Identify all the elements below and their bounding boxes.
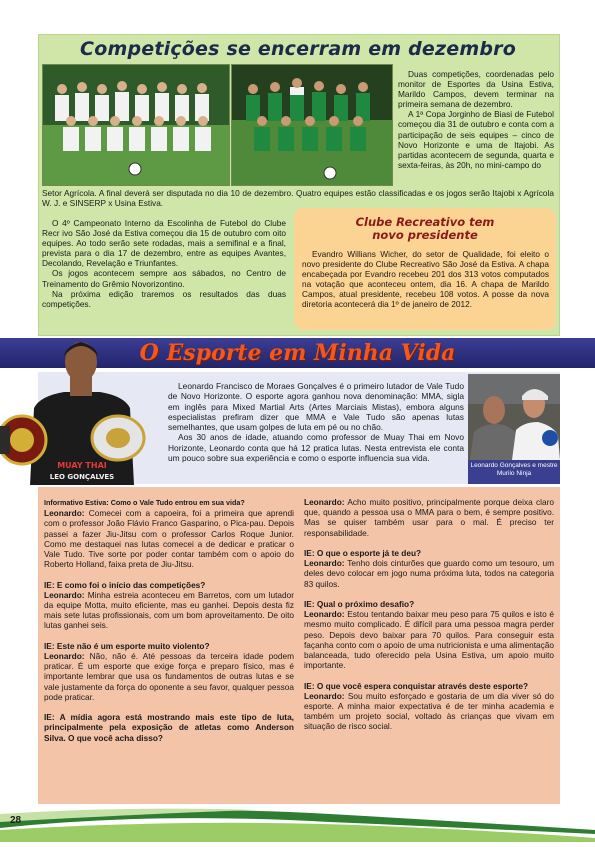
interview-speaker: Leonardo: [44,651,85,662]
interview-block [304,681,554,732]
article-column-right [398,69,554,170]
interview-speaker: IE: [304,680,315,691]
article-paragraph: Duas competições, coordenadas pelo monitor de Esportes da Usina Estiva, Marildo Campos, devem terminar na primeira semana de dezembro. [398,69,554,110]
interview-question: E como foi o início das competições? [54,579,206,590]
interview-block [304,497,554,538]
interview-question: Este não é um esporte muito violento? [54,640,210,651]
interview-speaker: IE: [304,599,315,609]
article-paragraph: A 1ª Copa Jorginho de Biasi de Futebol começou dia 31 de outubro e conta com a participação de seis equipes – cinco de Novo Horizonte e uma de Itajobi. As partidas acontecem de segunda, quarta e sexta-feiras, às 20h, no mini-campo do [398,109,554,170]
interview-column-right [304,497,554,742]
interview-block [44,712,294,743]
interview-speaker: Leonardo: [44,589,85,600]
interview-block [304,548,554,589]
article-paragraph: Na próxima edição traremos os resultados das duas competições. [42,288,286,309]
interview-block [44,641,294,702]
interview-answer: Não, não é. Até pessoas da terceira idade podem praticar. É um esporte que exige força e preparo físico, mas é importante lembrar que usa os fundamentos de outras lutas e se vale justamente da força do oponente a seu favor, qualquer pessoa pode praticar. [44,651,294,702]
interview-speaker: IE: [304,548,315,558]
interview-speaker: Leonardo: [304,497,345,507]
article-paragraph: O 4º Campeonato Interno da Escolinha de Futebol do Clube Recr ivo São José da Estiva começou dia 15 de outubro com oito equipes. Ao todo serão sete rodadas, mais a semifinal e a final, prevista para o dia 17 de dezembro, entre as equipes Avantes, Decolando, Revelação e Triunfantes. [42,218,286,269]
article-headline: Competições se encerram em dezembro [80,38,516,60]
interview-column-left [44,497,294,753]
photo-caption: Leonardo Gonçalves e mestre Murilo Ninja [468,460,560,484]
interview-block [304,599,554,670]
interview-speaker: Leonardo: [44,508,85,519]
interview-question: O que você espera conquistar através deste esporte? [314,680,529,691]
interview-block [44,497,294,569]
club-news-body: Evandro Willians Wicher, do setor de Qualidade, foi eleito o novo presidente do Clube Recreativo São José da Estiva. A chapa encabeçada por Evandro recebeu 201 dos 313 votos computados na votação que aconteceu ontem, dia 16. A chapa de Marildo Campos, atual presidente, recebeu 108 votos. A posse da nova diretoria acontecerá dia 1º de janeiro de 2012. [302,249,549,310]
interview-block [44,580,294,631]
two-men-photo [468,374,560,460]
section-title: O Esporte em Minha Vida [139,340,456,366]
club-news-title: Clube Recreativo tem novo presidente [355,215,495,242]
article-column-left [42,218,286,309]
intro-paragraph: Leonardo Francisco de Moraes Gonçalves é o primeiro lutador de Vale Tudo de Novo Horizonte. O esporte agora ganhou nova denominação: MMA, sigla em inglês para Mixed Martial Arts (Artes Marciais Mistas), embora alguns especialistas prefiram dizer que MMA e Vale Tudo são apenas lutas semelhantes, que usam golpes de luta em pé ou no chão. [168,381,464,433]
interview-speaker: Leonardo: [304,690,345,701]
interview-question: Qual o próximo desafio? [314,599,415,609]
interview-answer: Comecei com a capoeira, foi a primeira que aprendi com o professor João Flávio Franco Gasparino, o Pica-pau. Depois passei a fazer Jiu-Jitsu com o professor Carlos Roque Junior. Como me destaquei nas lutas comecei a de dedicar e praticar o Vale Tudo. Tive sorte por poder contar também com o apoio do Roberto Holland, faixa preta de Jiu-Jitsu. [44,508,294,570]
intro-paragraph: Aos 30 anos de idade, atuando como professor de Muay Thai em Novo Horizonte, Leonardo conta que há 12 pratica lutas. Nesta entrevista ele conta um pouco sobre sua experiência e como o esporte influencia sua vida. [168,432,464,464]
team-photo-green [231,64,393,186]
shirt-text-line1: MUAY THAI [57,461,107,470]
page-number: 28 [10,815,22,826]
interview-answer: Acho muito positivo, principalmente porque deixa claro que, quando a pessoa usa o MMA para o bem, é sempre positivo. Mas se quiser também usar para o mal. É preciso ter responsabilidade. [304,497,554,538]
interview-question: O que o esporte já te deu? [314,548,422,558]
footer-swoosh [0,800,595,842]
interview-speaker: Leonardo: [304,558,345,569]
interview-answer: Tenho dois cinturões que guardo como um tesouro, um deles devo colocar em jogo numa próxima luta, todos na categoria 83 quilos. [304,558,554,589]
fighter-photo [0,330,160,485]
shirt-text-line2: LEO GONÇALVES [49,473,115,481]
interview-speaker: Leonardo: [304,609,345,620]
interview-speaker: IE: [44,712,55,723]
interview-question: A mídia agora está mostrando mais este tipo de luta, principalmente pela exposição de atletas como Anderson Silva. O que você acha disso? [44,712,294,743]
team-photo-white [42,64,230,186]
interview-answer: Sou muito esforçado e gostaria de um dia viver só do esporte. A minha maior expectativa é de ter minha academia e também um projeto social, voltado às crianças que vivam em situação de risco social. [304,690,554,732]
interview-question: Informativo Estiva: Como o Vale Tudo entrou em sua vida? [44,498,245,507]
interview-speaker: IE: [44,579,55,590]
article-paragraph: Os jogos acontecem sempre aos sábados, no Centro de Treinamento do Grêmio Novorizontino. [42,268,286,289]
section-intro [168,381,464,463]
interview-answer: Estou tentando baixar meu peso para 75 quilos e isto é mesmo muito complicado. É difícil para uma pessoa magra perder peso. Depois devo baixar para 70 quilos. Para conseguir esta façanha conto com o apoio de uma nutricionista e uma alimentação balanceada, tudo oferecido pela Usina Estiva, um apoio muito importante. [304,609,554,671]
interview-speaker: IE: [44,640,55,651]
article-wrap-text: Setor Agrícola. A final deverá ser disputada no dia 10 de dezembro. Quatro equipes estão classificadas e os jogos serão Itajobi x Agrícola W. J. e SINSERP x Usina Estiva. [42,188,554,209]
interview-answer: Minha estreia aconteceu em Barretos, com um lutador da equipe Motta, muito eficiente, mas eu ganhei. Depois desta fiz mais sete lutas profissionais, com um bom aproveitamento. De oito lutas ganhei seis. [44,589,294,631]
